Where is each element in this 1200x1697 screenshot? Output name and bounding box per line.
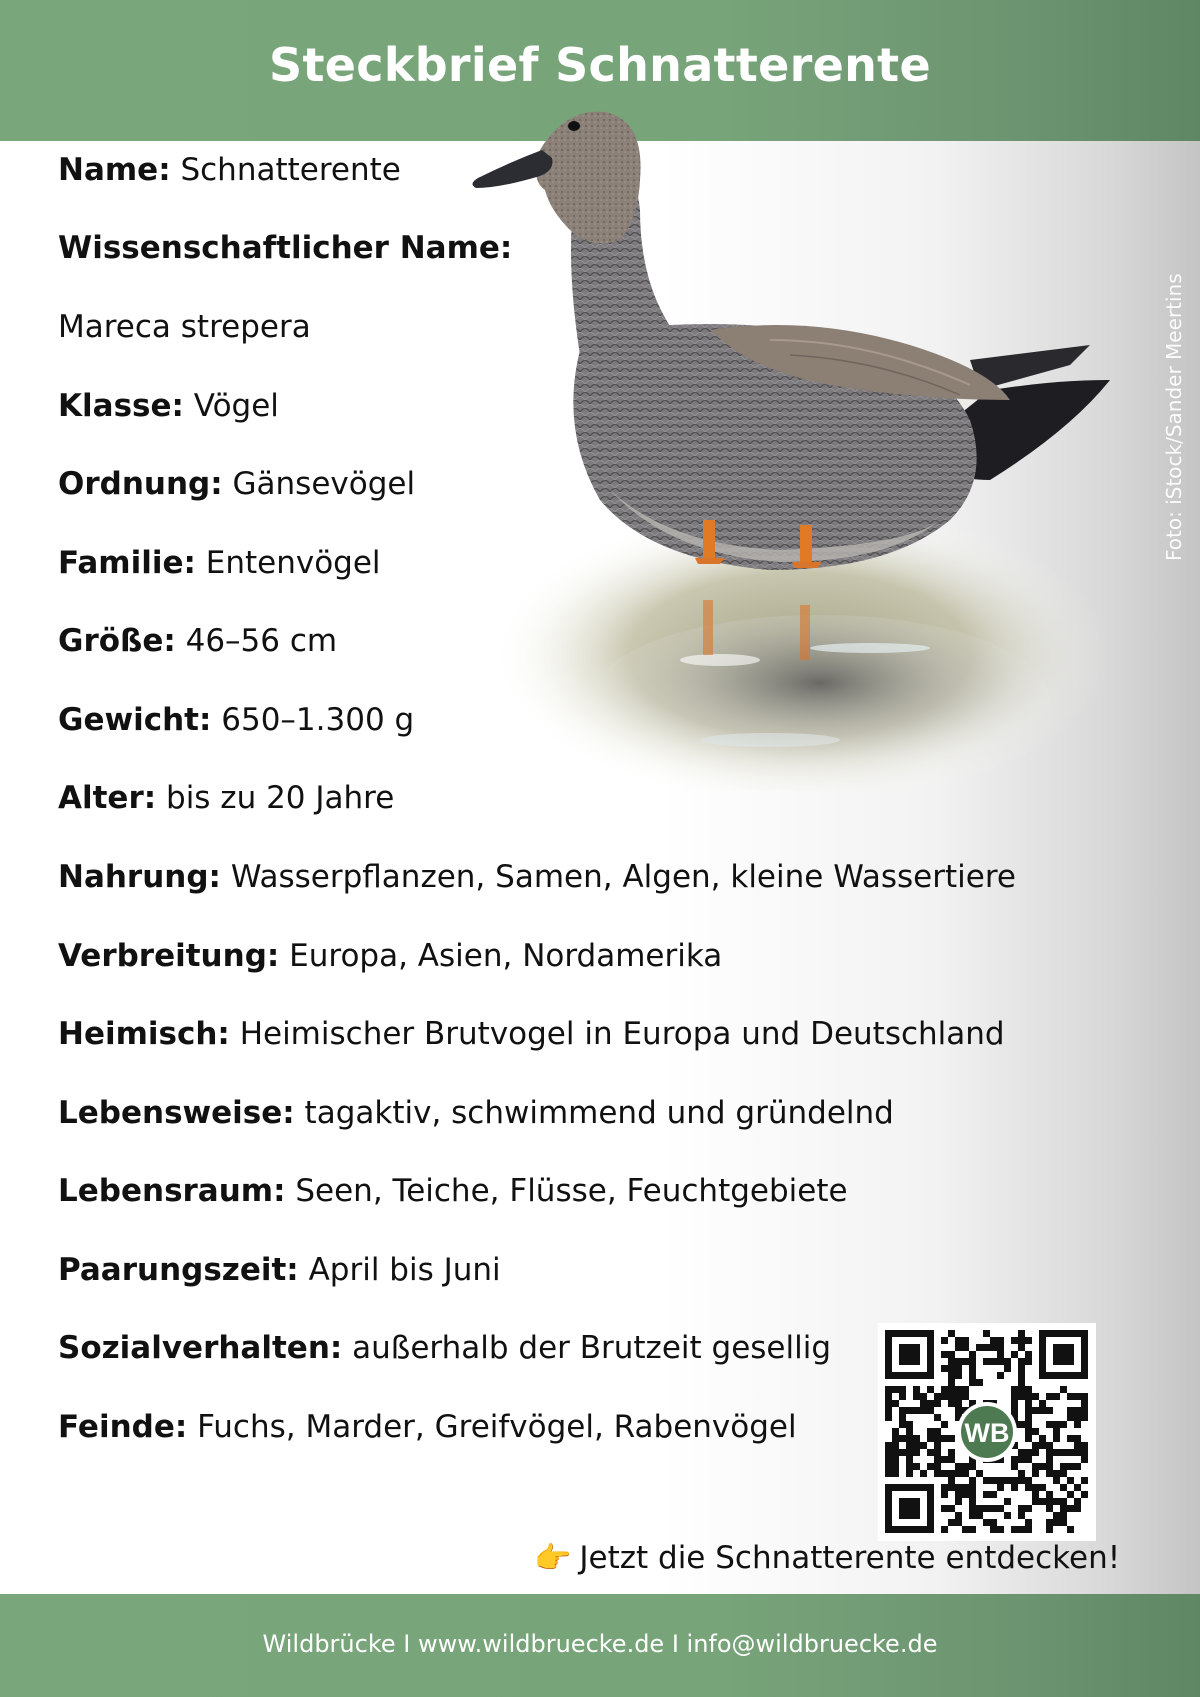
fact-label: Nahrung: (58, 859, 221, 895)
fact-label: Lebensraum: (58, 1173, 286, 1209)
fact-label: Wissenschaftlicher Name: (58, 230, 513, 266)
fact-scientific-name-label (58, 228, 512, 268)
page-title: Steckbrief Schnatterente (269, 38, 931, 92)
fact-order (58, 464, 415, 504)
fact-scientific-name (58, 307, 311, 347)
fact-size (58, 621, 337, 661)
fact-age (58, 778, 394, 818)
fact-weight (58, 700, 414, 740)
fact-label: Alter: (58, 780, 157, 816)
fact-name (58, 150, 401, 190)
qr-logo-text: WB (964, 1418, 1010, 1448)
fact-label: Größe: (58, 623, 176, 659)
fact-value: Fuchs, Marder, Greifvögel, Rabenvögel (197, 1409, 797, 1445)
fact-label: Paarungszeit: (58, 1252, 299, 1288)
fact-label: Feinde: (58, 1409, 188, 1445)
fact-label: Heimisch: (58, 1016, 230, 1052)
fact-label: Ordnung: (58, 466, 223, 502)
fact-value: Vögel (193, 388, 279, 424)
fact-value: bis zu 20 Jahre (166, 780, 395, 816)
fact-distribution (58, 936, 722, 976)
fact-native (58, 1014, 1005, 1054)
fact-value: Schnatterente (180, 152, 401, 188)
fact-value: Seen, Teiche, Flüsse, Feuchtgebiete (295, 1173, 848, 1209)
fact-class (58, 386, 279, 426)
fact-lifestyle (58, 1093, 894, 1133)
fact-value: Gänsevögel (232, 466, 416, 502)
pointing-hand-icon: 👉 (534, 1541, 572, 1576)
fact-enemies (58, 1407, 797, 1447)
fact-family (58, 543, 381, 583)
cta-text: Jetzt die Schnatterente entdecken! (579, 1540, 1121, 1576)
fact-value: Wasserpflanzen, Samen, Algen, kleine Wassertiere (230, 859, 1016, 895)
fact-value: Mareca strepera (58, 309, 311, 345)
qr-code-graphic (878, 1323, 1096, 1541)
fact-social-behavior (58, 1328, 831, 1368)
footer-banner (0, 1594, 1200, 1697)
fact-value: 650–1.300 g (221, 702, 415, 738)
fact-habitat (58, 1171, 848, 1211)
photo-credit: Foto: iStock/Sander Meertins (1162, 273, 1186, 561)
fact-value: tagaktiv, schwimmend und gründelnd (304, 1095, 894, 1131)
cta-link[interactable] (534, 1540, 1121, 1576)
fact-label: Familie: (58, 545, 196, 581)
qr-code[interactable] (878, 1323, 1096, 1541)
footer-contact: Wildbrücke I www.wildbruecke.de I info@wildbruecke.de (262, 1630, 938, 1658)
fact-value: 46–56 cm (185, 623, 338, 659)
fact-food (58, 857, 1016, 897)
fact-value: außerhalb der Brutzeit gesellig (352, 1330, 832, 1366)
fact-label: Verbreitung: (58, 938, 280, 974)
fact-label: Lebensweise: (58, 1095, 295, 1131)
fact-mating-season (58, 1250, 501, 1290)
fact-label: Sozialverhalten: (58, 1330, 343, 1366)
fact-value: Heimischer Brutvogel in Europa und Deutschland (239, 1016, 1005, 1052)
fact-value: April bis Juni (308, 1252, 501, 1288)
fact-label: Name: (58, 152, 171, 188)
duck-photo (470, 100, 1130, 790)
fact-value: Entenvögel (205, 545, 381, 581)
fact-label: Gewicht: (58, 702, 212, 738)
fact-label: Klasse: (58, 388, 184, 424)
fact-value: Europa, Asien, Nordamerika (289, 938, 723, 974)
